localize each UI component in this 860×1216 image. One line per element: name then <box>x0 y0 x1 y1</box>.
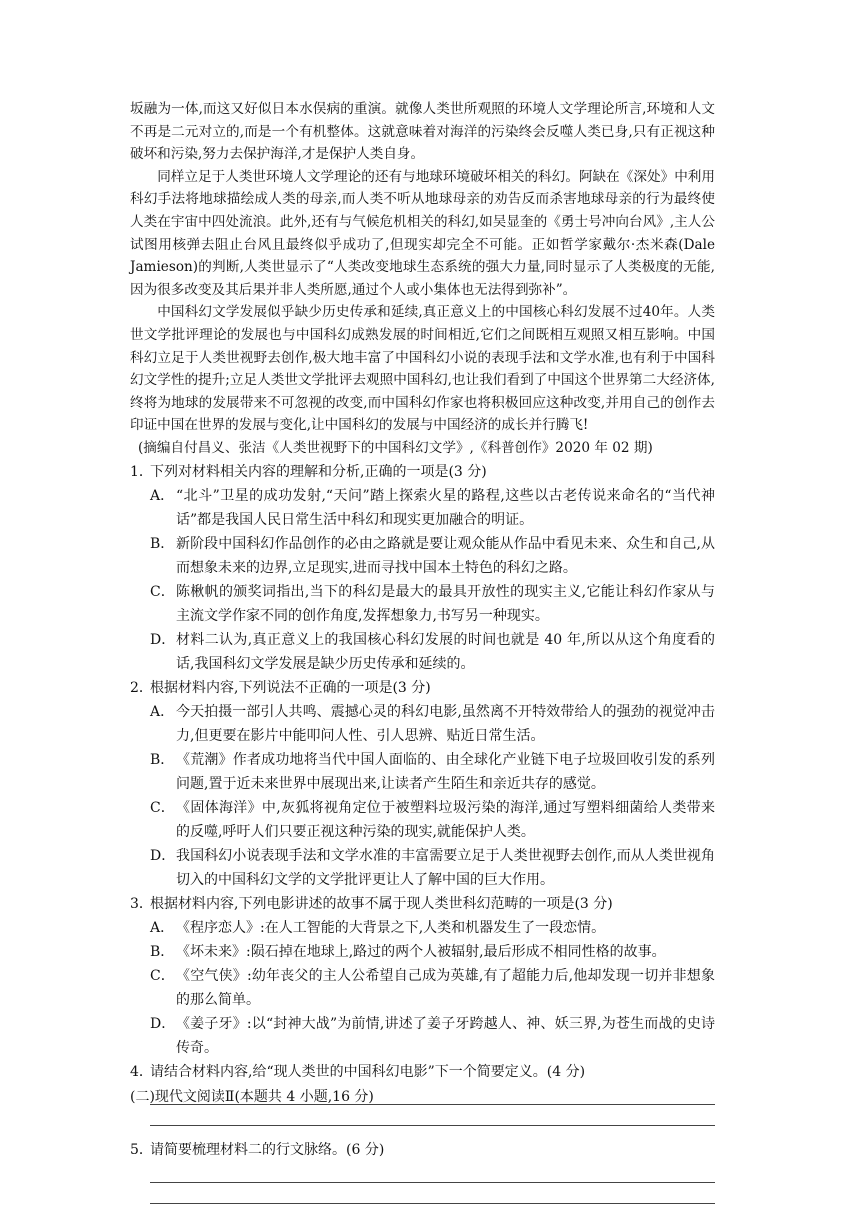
passage-source: (摘编自付昌义、张洁《人类世视野下的中国科幻文学》,《科普创作》2020 年 02 期) <box>138 439 653 456</box>
question-number: 5． <box>130 1141 153 1158</box>
option-letter: D． <box>150 631 176 648</box>
question-number: 4． <box>130 1063 153 1080</box>
question-stem: 请结合材料内容,给“现人类世的中国科幻电影”下一个简要定义。(4 分) <box>150 1063 586 1080</box>
option-letter: B． <box>150 535 175 552</box>
option-letter: B． <box>150 751 175 768</box>
question-stem: 下列对材料相关内容的理解和分析,正确的一项是(3 分) <box>150 463 487 480</box>
option-text: 陈楸帆的颁奖词指出,当下的科幻是最大的最具开放性的现实主义,它能让科幻作家从与主流文学作家不同的创作角度,发挥想象力,书写另一种现实。 <box>176 583 715 624</box>
option-letter: D． <box>150 847 176 864</box>
question-2-option-a <box>130 700 715 748</box>
answer-line[interactable] <box>150 1203 715 1204</box>
question-3-option-d <box>130 1012 715 1060</box>
option-letter: C． <box>150 799 175 816</box>
option-text: 《荒潮》作者成功地将当代中国人面临的、由全球化产业链下电子垃圾回收引发的系列问题,置于近未来世界中展现出来,让读者产生陌生和亲近共存的感觉。 <box>176 751 715 792</box>
question-number: 3． <box>130 895 153 912</box>
option-text: 新阶段中国科幻作品创作的必由之路就是要让观众能从作品中看见未来、众生和自己,从而想象未来的边界,立足现实,进而寻找中国本土特色的科幻之路。 <box>176 535 715 576</box>
question-2-option-c <box>130 796 715 844</box>
question-3-option-a <box>130 916 715 940</box>
question-number: 1． <box>130 463 153 480</box>
option-text: 《固体海洋》中,灰狐将视角定位于被塑料垃圾污染的海洋,通过写塑料细菌给人类带来的反噬,呼吁人们只要正视这种污染的现实,就能保护人类。 <box>176 799 715 840</box>
option-text: 《坏未来》:陨石掉在地球上,路过的两个人被辐射,最后形成不相同性格的故事。 <box>176 943 666 960</box>
option-letter: C． <box>150 967 175 984</box>
question-1-option-a <box>130 484 715 532</box>
question-2-option-d <box>130 844 715 892</box>
passage-paragraph-2: 同样立足于人类世环境人文学理论的还有与地球环境破坏相关的科幻。阿缺在《深处》中利用科幻手法将地球描绘成人类的母亲,而人类不听从地球母亲的劝告反而杀害地球母亲的行为最终使人类在宇宙中四处流浪。此外,还有与气候危机相关的科幻,如吴显奎的《勇士号冲向台风》,主人公试图用核弹去阻止台风且最终似乎成功了,但现实却完全不可能。正如哲学家戴尔·杰米森(Dale Jamieson)的判断,人类世显示了“人类改变地球生态系统的强大力量,同时显示了人类极度的无能,因为很多改变及其后果并非人类所愿,通过个人或小集体也无法得到弥补”。 <box>130 168 715 298</box>
option-text: 今天拍摄一部引人共鸣、震撼心灵的科幻电影,虽然离不开特效带给人的强劲的视觉冲击力,但更要在影片中能叩问人性、引人思辨、贴近日常生活。 <box>176 703 715 744</box>
question-2-option-b <box>130 748 715 796</box>
question-1 <box>130 460 715 484</box>
option-text: 《姜子牙》:以“封神大战”为前情,讲述了姜子牙跨越人、神、妖三界,为苍生而战的史诗传奇。 <box>176 1015 715 1056</box>
option-letter: A． <box>150 919 175 936</box>
question-1-option-c <box>130 580 715 628</box>
question-stem: 根据材料内容,下列说法不正确的一项是(3 分) <box>150 679 431 696</box>
question-stem: 请简要梳理材料二的行文脉络。(6 分) <box>150 1141 385 1158</box>
question-4 <box>130 1060 715 1084</box>
question-1-option-b <box>130 532 715 580</box>
option-letter: A． <box>150 703 175 720</box>
option-text: 材料二认为,真正意义上的我国核心科幻发展的时间也就是 40 年,所以从这个角度看的话,我国科幻文学发展是缺少历史传承和延续的。 <box>176 631 715 672</box>
option-letter: C． <box>150 583 175 600</box>
section-heading: (二)现代文阅读Ⅱ(本题共 4 小题,16 分) <box>130 1089 374 1105</box>
question-1-option-d <box>130 628 715 676</box>
option-letter: D． <box>150 1015 176 1032</box>
passage-paragraph-3: 中国科幻文学发展似乎缺少历史传承和延续,真正意义上的中国核心科幻发展不过40年。人类世文学批评理论的发展也与中国科幻成熟发展的时间相近,它们之间既相互观照又相互影响。中国科幻立足于人类世视野去创作,极大地丰富了中国科幻小说的表现手法和文学水准,也有利于中国科幻文学性的提升;立足人类世文学批评去观照中国科幻,也让我们看到了中国这个世界第二大经济体,终将为地球的发展带来不可忽视的改变,而中国科幻作家也将积极回应这种改变,并用自己的创作去印证中国在世界的发展与变化,让中国科幻的发展与中国经济的成长并行腾飞! <box>130 304 715 434</box>
question-3 <box>130 892 715 916</box>
question-stem: 根据材料内容,下列电影讲述的故事不属于现人类世科幻范畴的一项是(3 分) <box>150 895 613 912</box>
question-5 <box>130 1138 715 1162</box>
question-2 <box>130 676 715 700</box>
option-text: 我国科幻小说表现手法和文学水准的丰富需要立足于人类世视野去创作,而从人类世视角切入的中国科幻文学的文学批评更让人了解中国的巨大作用。 <box>176 847 715 888</box>
option-letter: A． <box>150 487 175 504</box>
option-text: “北斗”卫星的成功发射,“天问”踏上探索火星的路程,这些以古老传说来命名的“当代神话”都是我国人民日常生活中科幻和现实更加融合的明证。 <box>176 487 715 528</box>
question-3-option-c <box>130 964 715 1012</box>
exam-page <box>130 98 715 1204</box>
question-number: 2． <box>130 679 153 696</box>
question-3-option-b <box>130 940 715 964</box>
option-text: 《空气侠》:幼年丧父的主人公希望自己成为英雄,有了超能力后,他却发现一切并非想象的那么简单。 <box>176 967 715 1008</box>
passage-paragraph-1: 坂融为一体,而这又好似日本水俣病的重演。就像人类世所观照的环境人文学理论所言,环境和人文不再是二元对立的,而是一个有机整体。这就意味着对海洋的污染终会反噬人类已身,只有正视这种破坏和污染,努力去保护海洋,才是保护人类自身。 <box>130 101 715 163</box>
option-letter: B． <box>150 943 175 960</box>
option-text: 《程序恋人》:在人工智能的大背景之下,人类和机器发生了一段恋情。 <box>176 919 606 936</box>
